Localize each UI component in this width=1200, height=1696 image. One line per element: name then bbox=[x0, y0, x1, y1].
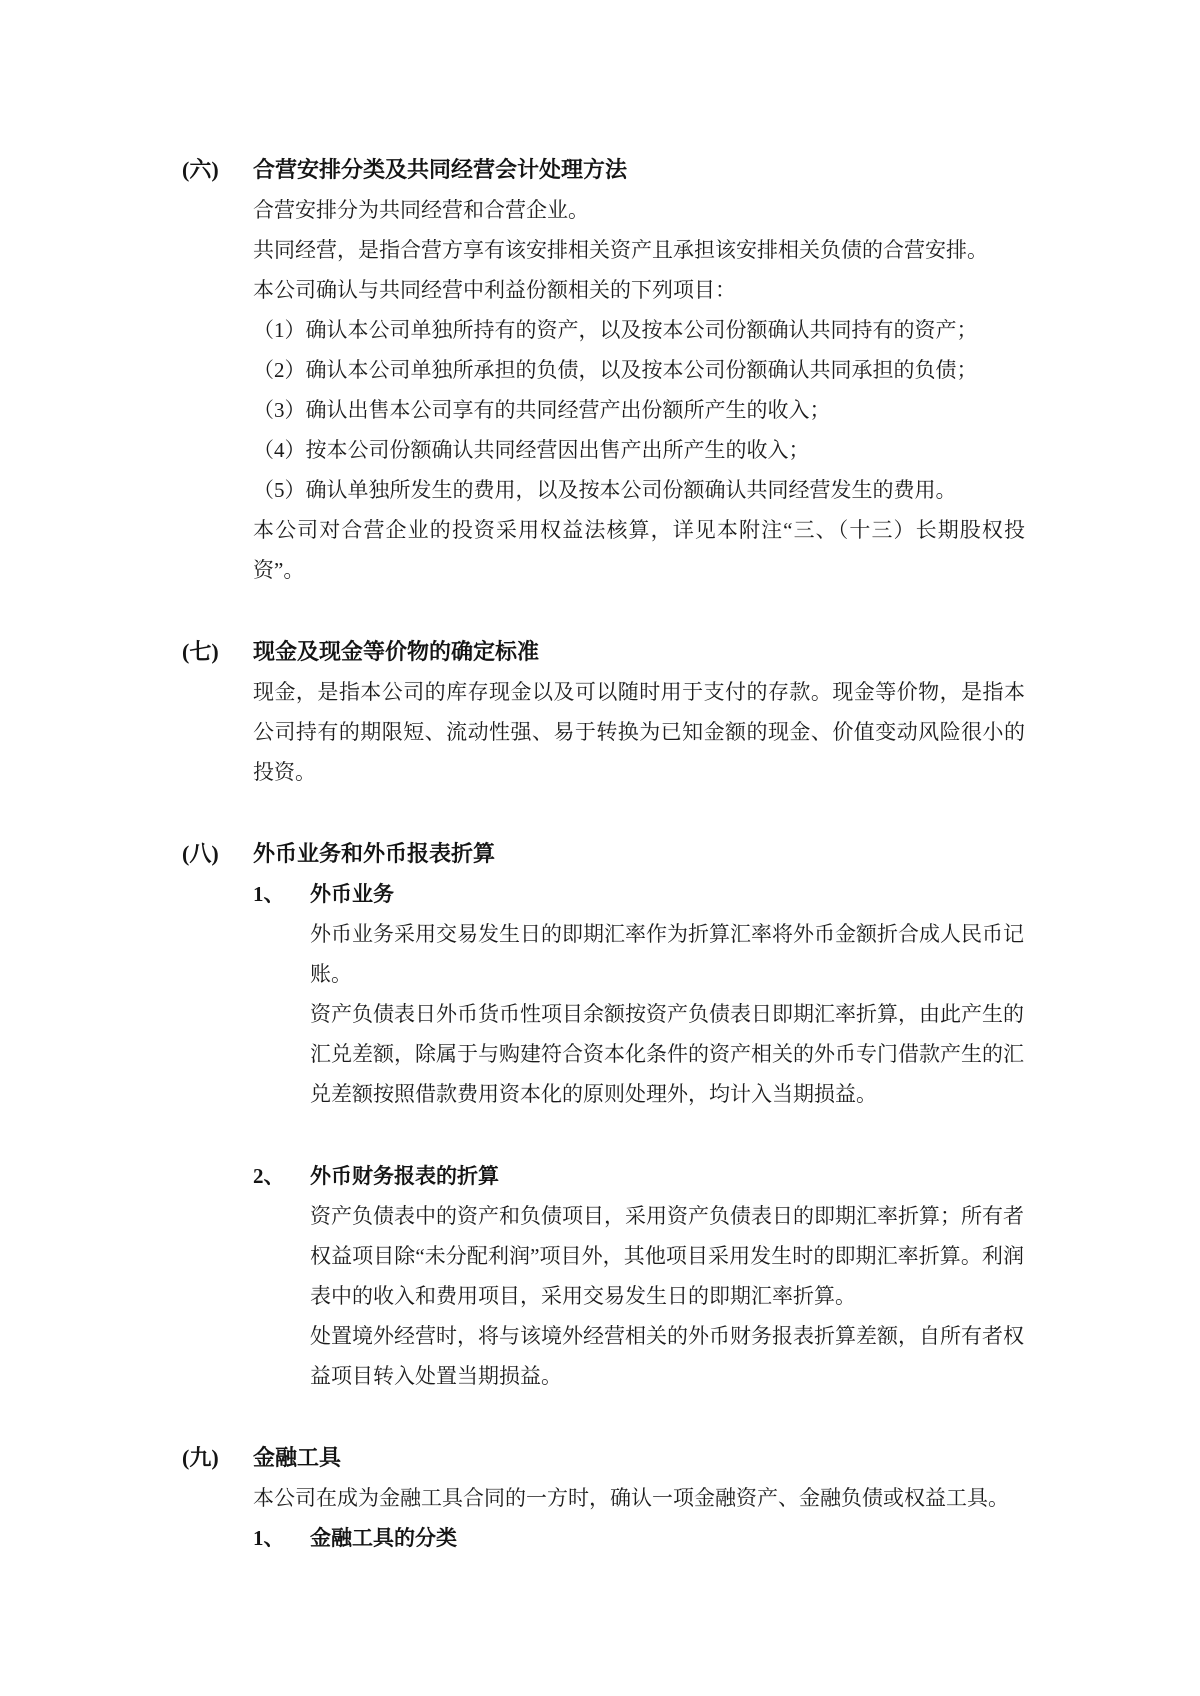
subsection-body bbox=[310, 914, 1024, 1114]
section-title: 合营安排分类及共同经营会计处理方法 bbox=[253, 157, 628, 182]
subsection-heading bbox=[253, 1518, 1025, 1558]
section-label: (九) bbox=[182, 1445, 219, 1470]
list-item: （4）按本公司份额确认共同经营因出售产出所产生的收入； bbox=[253, 438, 810, 462]
section-heading bbox=[182, 1438, 1140, 1478]
list-item: （3）确认出售本公司享有的共同经营产出份额所产生的收入； bbox=[253, 398, 831, 422]
section-title: 现金及现金等价物的确定标准 bbox=[253, 639, 540, 664]
list-item: （2）确认本公司单独所承担的负债，以及按本公司份额确认共同承担的负债； bbox=[253, 358, 978, 382]
section-heading bbox=[182, 632, 1140, 672]
section-label: (六) bbox=[182, 157, 219, 182]
subsection-fs-translation bbox=[253, 1156, 1025, 1396]
paragraph: 处置境外经营时，将与该境外经营相关的外币财务报表折算差额，自所有者权益项目转入处置当期损益。 bbox=[310, 1324, 1024, 1388]
section-heading bbox=[182, 150, 1140, 190]
section-body bbox=[253, 190, 1025, 590]
subsection-title: 外币业务 bbox=[310, 882, 394, 906]
section-foreign-currency bbox=[182, 834, 1140, 1396]
subsection-heading bbox=[253, 1156, 1025, 1196]
paragraph: 本公司在成为金融工具合同的一方时，确认一项金融资产、金融负债或权益工具。 bbox=[253, 1486, 1009, 1510]
list-item: （5）确认单独所发生的费用，以及按本公司份额确认共同经营发生的费用。 bbox=[253, 478, 957, 502]
section-label: (八) bbox=[182, 841, 219, 866]
subsection-number: 2、 bbox=[253, 1164, 285, 1188]
section-label: (七) bbox=[182, 639, 219, 664]
subsection-foreign-currency-business bbox=[253, 874, 1025, 1114]
section-financial-instruments bbox=[182, 1438, 1140, 1558]
section-title: 金融工具 bbox=[253, 1445, 342, 1470]
paragraph: 资产负债表中的资产和负债项目，采用资产负债表日的即期汇率折算；所有者权益项目除“未分配利润”项目外，其他项目采用发生时的即期汇率折算。利润表中的收入和费用项目，采用交易发生日的即期汇率折算。 bbox=[310, 1204, 1024, 1308]
paragraph: 共同经营，是指合营方享有该安排相关资产且承担该安排相关负债的合营安排。 bbox=[253, 238, 988, 262]
section-body bbox=[253, 1478, 1025, 1558]
subsection-fi-classification bbox=[253, 1518, 1025, 1558]
section-cash-equivalents bbox=[182, 632, 1140, 792]
subsection-number: 1、 bbox=[253, 1526, 285, 1550]
subsection-title: 外币财务报表的折算 bbox=[310, 1164, 499, 1188]
paragraph: 本公司对合营企业的投资采用权益法核算，详见本附注“三、（十三）长期股权投资”。 bbox=[253, 518, 1025, 582]
section-body bbox=[253, 874, 1025, 1396]
list-item: （1）确认本公司单独所持有的资产，以及按本公司份额确认共同持有的资产； bbox=[253, 318, 978, 342]
section-heading bbox=[182, 834, 1140, 874]
paragraph: 现金，是指本公司的库存现金以及可以随时用于支付的存款。现金等价物，是指本公司持有的期限短、流动性强、易于转换为已知金额的现金、价值变动风险很小的投资。 bbox=[253, 680, 1025, 784]
subsection-number: 1、 bbox=[253, 882, 285, 906]
section-joint-arrangements bbox=[182, 150, 1140, 590]
paragraph: 本公司确认与共同经营中利益份额相关的下列项目： bbox=[253, 278, 736, 302]
section-body bbox=[253, 672, 1025, 792]
subsection-heading bbox=[253, 874, 1025, 914]
subsection-body bbox=[310, 1196, 1024, 1396]
subsection-title: 金融工具的分类 bbox=[310, 1526, 457, 1550]
paragraph: 资产负债表日外币货币性项目余额按资产负债表日即期汇率折算，由此产生的汇兑差额，除属于与购建符合资本化条件的资产相关的外币专门借款产生的汇兑差额按照借款费用资本化的原则处理外，均计入当期损益。 bbox=[310, 1002, 1024, 1106]
section-title: 外币业务和外币报表折算 bbox=[253, 841, 496, 866]
paragraph: 外币业务采用交易发生日的即期汇率作为折算汇率将外币金额折合成人民币记账。 bbox=[310, 922, 1024, 986]
paragraph: 合营安排分为共同经营和合营企业。 bbox=[253, 198, 589, 222]
